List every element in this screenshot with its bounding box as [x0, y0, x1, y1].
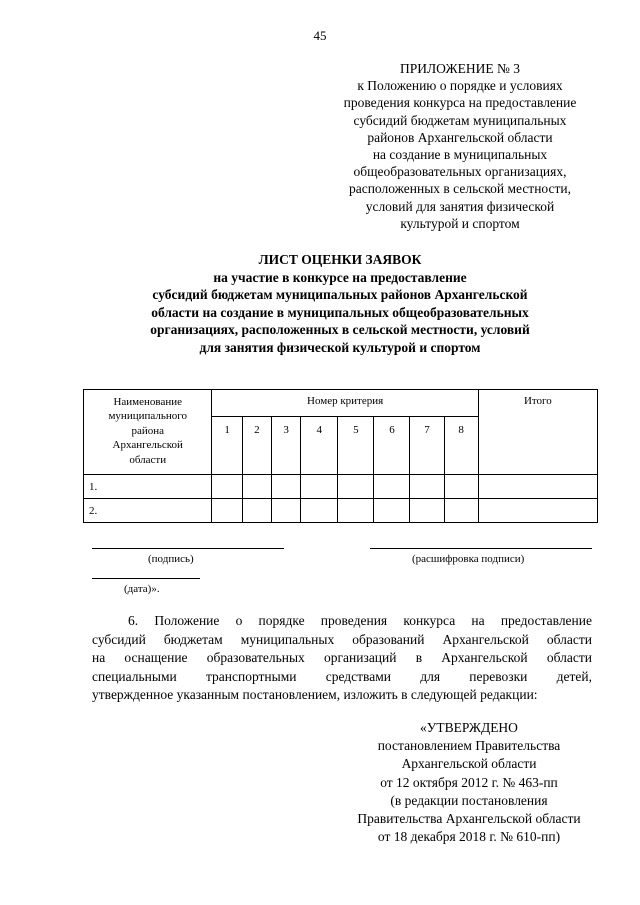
signature-line — [92, 548, 284, 549]
paragraph-line: на оснащение образовательных организаций в Архангельской области — [92, 650, 592, 666]
table-cell — [478, 475, 597, 499]
table-cell — [242, 499, 271, 523]
appendix-line: условий для занятия физической — [365, 198, 555, 214]
approval-line: постановлением Правительства — [377, 738, 561, 754]
page-number: 45 — [313, 28, 327, 43]
evaluation-table — [83, 389, 598, 523]
criterion-number: 6 — [374, 417, 410, 475]
date-line — [92, 578, 200, 579]
paragraph-line: 6. Положение о порядке проведения конкурса на предоставление — [128, 613, 592, 628]
title-line: области на создание в муниципальных общеобразовательных — [151, 304, 529, 320]
criterion-number: 2 — [242, 417, 271, 475]
approval-line: от 12 октября 2012 г. № 463-пп — [380, 774, 558, 790]
table-cell — [301, 499, 338, 523]
appendix-line: к Положению о порядке и условиях — [357, 78, 563, 94]
table-cell — [374, 499, 410, 523]
appendix-line: культурой и спортом — [400, 215, 520, 231]
approval-line: от 18 декабря 2018 г. № 610-пп) — [377, 829, 561, 845]
table-cell — [212, 499, 242, 523]
appendix-line: общеобразовательных организациях, — [353, 164, 567, 180]
criterion-number: 4 — [301, 417, 338, 475]
signature-label: (подпись) — [148, 553, 194, 565]
table-cell — [272, 475, 301, 499]
row-number: 1. — [84, 475, 212, 499]
date-label: (дата)». — [124, 583, 160, 595]
criterion-number: 3 — [272, 417, 301, 475]
table-cell — [242, 475, 271, 499]
title-line: для занятия физической культурой и спортом — [199, 339, 481, 355]
paragraph-line: субсидий бюджетам муниципальных образований Архангельской области — [92, 631, 592, 647]
table-cell — [301, 475, 338, 499]
appendix-line: расположенных в сельской местности, — [348, 181, 572, 197]
amendment-paragraph — [92, 612, 592, 705]
appendix-heading — [305, 60, 615, 232]
criterion-number: 8 — [444, 417, 478, 475]
criterion-number: 7 — [410, 417, 444, 475]
title-line: на участие в конкурсе на предоставление — [213, 269, 467, 285]
approval-line: Архангельской области — [401, 756, 537, 772]
total-header: Итого — [478, 390, 597, 475]
document-title — [60, 251, 620, 356]
table-cell — [272, 499, 301, 523]
appendix-line: субсидий бюджетам муниципальных — [353, 112, 567, 128]
appendix-line: на создание в муниципальных — [372, 147, 548, 163]
approval-block — [338, 719, 600, 846]
criteria-header: Номер критерия — [212, 390, 478, 417]
appendix-line: проведения конкурса на предоставление — [343, 95, 577, 111]
table-cell — [212, 475, 242, 499]
paragraph-line: утвержденное указанным постановлением, изложить в следующей редакции: — [92, 687, 538, 703]
table-cell — [410, 475, 444, 499]
title-line: ЛИСТ ОЦЕНКИ ЗАЯВОК — [258, 252, 422, 267]
paragraph-line: специальными транспортными средствами для перевозки детей, — [92, 668, 592, 684]
table-cell — [338, 475, 374, 499]
table-cell — [410, 499, 444, 523]
criterion-number: 1 — [212, 417, 242, 475]
approval-line: «УТВЕРЖДЕНО — [420, 720, 518, 735]
table-cell — [444, 499, 478, 523]
appendix-line: районов Архангельской области — [367, 129, 553, 145]
table-row — [84, 475, 598, 499]
table-cell — [444, 475, 478, 499]
signature-decode-label: (расшифровка подписи) — [412, 553, 525, 565]
title-line: субсидий бюджетам муниципальных районов Архангельской — [152, 287, 528, 302]
signature-decode-line — [370, 548, 592, 549]
table-cell — [478, 499, 597, 523]
title-line: организациях, расположенных в сельской местности, условий — [150, 322, 530, 337]
appendix-line: ПРИЛОЖЕНИЕ № 3 — [399, 61, 521, 76]
district-name-header: Наименование муниципального района Архангельской области — [84, 390, 212, 475]
approval-line: Правительства Архангельской области — [357, 811, 581, 827]
table-cell — [338, 499, 374, 523]
criterion-number: 5 — [338, 417, 374, 475]
table-row — [84, 499, 598, 523]
row-number: 2. — [84, 499, 212, 523]
approval-line: (в редакции постановления — [390, 792, 548, 808]
table-cell — [374, 475, 410, 499]
